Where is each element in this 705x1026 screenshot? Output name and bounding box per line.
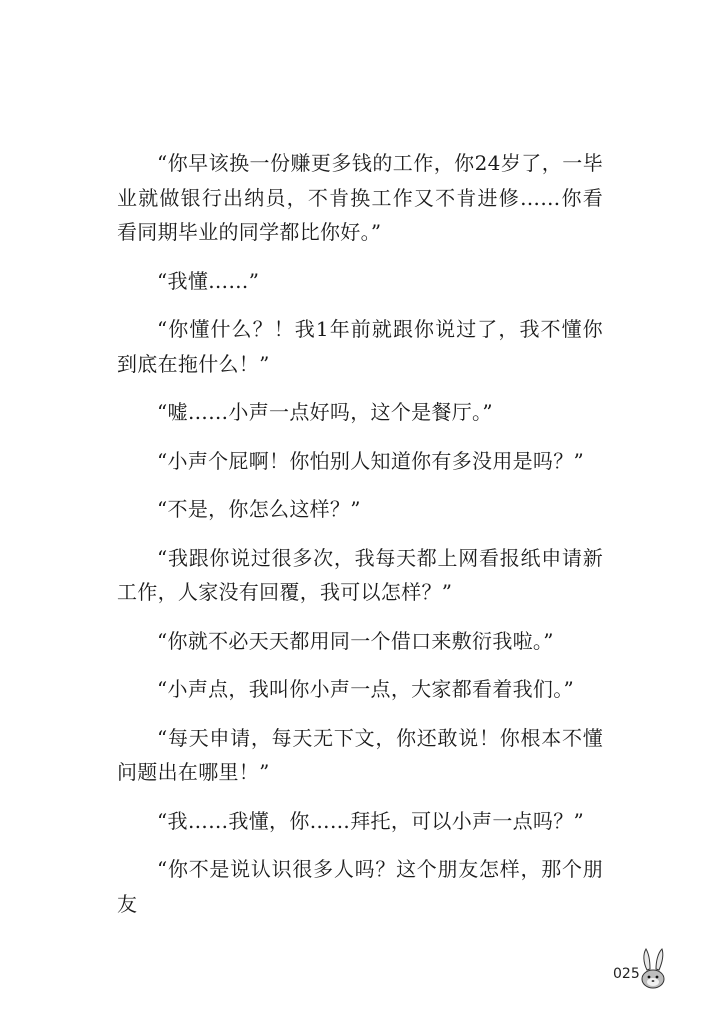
paragraph: “不是，你怎么这样？” [157,497,361,521]
paragraph: “我……我懂，你……拜托，可以小声一点吗？” [157,808,585,833]
page-number: 025 [613,966,640,982]
paragraph: “每天申请，每天无下文，你还敢说！你根本不懂问题出在哪里！” [117,725,603,784]
paragraph: “我跟你说过很多次，我每天都上网看报纸申请新工作，人家没有回覆，我可以怎样？” [117,545,603,604]
paragraph: “小声个屁啊！你怕别人知道你有多没用是吗？” [157,448,585,473]
paragraph: “你早该换一份赚更多钱的工作，你24岁了，一毕业就做银行出纳员，不肯换工作又不肯进修……你看看同期毕业的同学都比你好。” [117,151,603,244]
paragraph: “你不是说认识很多人吗？这个朋友怎样，那个朋友 [117,857,603,916]
paragraph: “你就不必天天都用同一个借口来敷衍我啦。” [157,628,554,653]
paragraph: “嘘……小声一点好吗，这个是餐厅。” [157,400,493,424]
bunny-icon [638,948,668,990]
body-text [117,146,603,935]
paragraph: “我懂……” [157,268,260,293]
paragraph: “小声点，我叫你小声一点，大家都看着我们。” [157,677,575,701]
paragraph: “你懂什么？！我1年前就跟你说过了，我不懂你到底在拖什么！” [117,317,603,376]
